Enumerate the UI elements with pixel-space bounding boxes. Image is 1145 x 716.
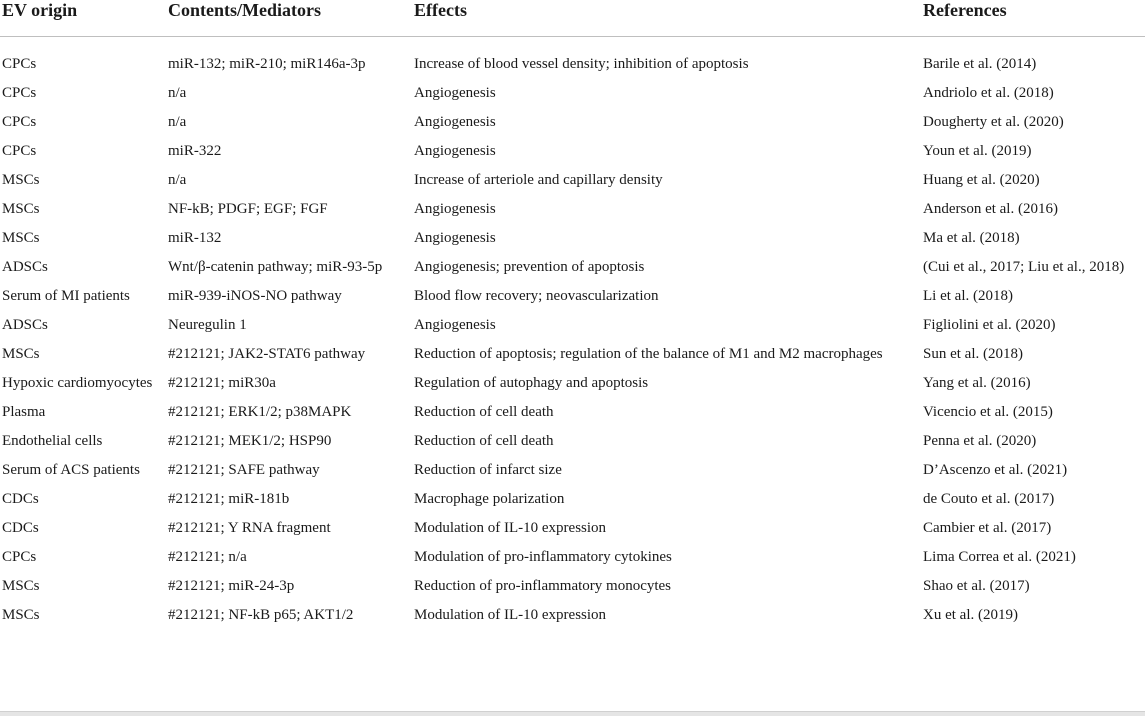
cell-effects: Regulation of autophagy and apoptosis xyxy=(414,375,649,391)
cell-effects: Angiogenesis; prevention of apoptosis xyxy=(414,259,645,275)
table-bottom-rule xyxy=(0,711,1145,716)
cell-contents-mediators: #212121; SAFE pathway xyxy=(168,462,320,478)
table-row xyxy=(0,137,1145,166)
table-row xyxy=(0,108,1145,137)
cell-ev-origin: MSCs xyxy=(2,172,40,188)
cell-effects: Reduction of infarct size xyxy=(414,462,562,478)
cell-references: Lima Correa et al. (2021) xyxy=(923,549,1076,565)
header-references: References xyxy=(923,0,1145,37)
cell-contents-mediators: #212121; MEK1/2; HSP90 xyxy=(168,433,332,449)
cell-effects: Angiogenesis xyxy=(414,114,496,130)
cell-effects: Reduction of cell death xyxy=(414,433,554,449)
table-row xyxy=(0,572,1145,601)
cell-effects: Increase of blood vessel density; inhibition of apoptosis xyxy=(414,56,749,72)
cell-contents-mediators: Neuregulin 1 xyxy=(168,317,247,333)
cell-ev-origin: Serum of ACS patients xyxy=(2,462,140,478)
cell-effects: Angiogenesis xyxy=(414,85,496,101)
cell-ev-origin: CPCs xyxy=(2,549,37,565)
table-body xyxy=(0,37,1145,631)
cell-ev-origin: CDCs xyxy=(2,520,39,536)
cell-contents-mediators: miR-939-iNOS-NO pathway xyxy=(168,288,342,304)
table-row xyxy=(0,340,1145,369)
cell-effects: Modulation of IL-10 expression xyxy=(414,607,607,623)
cell-contents-mediators: #212121; n/a xyxy=(168,549,247,565)
table-row xyxy=(0,601,1145,630)
cell-contents-mediators: miR-132 xyxy=(168,230,222,246)
cell-effects: Angiogenesis xyxy=(414,201,496,217)
cell-effects: Reduction of apoptosis; regulation of the balance of M1 and M2 macrophages xyxy=(414,346,883,362)
cell-ev-origin: MSCs xyxy=(2,578,40,594)
table-row xyxy=(0,37,1145,80)
table-row xyxy=(0,253,1145,282)
cell-contents-mediators: n/a xyxy=(168,114,187,130)
cell-ev-origin: CDCs xyxy=(2,491,39,507)
cell-references: Anderson et al. (2016) xyxy=(923,201,1058,217)
cell-ev-origin: CPCs xyxy=(2,85,37,101)
header-ev-origin: EV origin xyxy=(0,0,168,37)
cell-references: Dougherty et al. (2020) xyxy=(923,114,1064,130)
cell-ev-origin: CPCs xyxy=(2,56,37,72)
cell-ev-origin: CPCs xyxy=(2,143,37,159)
table-row xyxy=(0,282,1145,311)
table-row xyxy=(0,485,1145,514)
table-row xyxy=(0,369,1145,398)
cell-ev-origin: ADSCs xyxy=(2,259,48,275)
cell-references: Penna et al. (2020) xyxy=(923,433,1037,449)
cell-references: Youn et al. (2019) xyxy=(923,143,1032,159)
cell-contents-mediators: #212121; NF-kB p65; AKT1/2 xyxy=(168,607,354,623)
cell-contents-mediators: miR-322 xyxy=(168,143,222,159)
cell-contents-mediators: n/a xyxy=(168,85,187,101)
cell-ev-origin: MSCs xyxy=(2,201,40,217)
table-row xyxy=(0,427,1145,456)
cell-references: Vicencio et al. (2015) xyxy=(923,404,1053,420)
cell-effects: Modulation of pro-inflammatory cytokines xyxy=(414,549,672,565)
cell-references: Li et al. (2018) xyxy=(923,288,1013,304)
table-header xyxy=(0,0,1145,37)
table-row xyxy=(0,195,1145,224)
table-row xyxy=(0,456,1145,485)
cell-references: D’Ascenzo et al. (2021) xyxy=(923,462,1068,478)
table-row xyxy=(0,398,1145,427)
cell-ev-origin: MSCs xyxy=(2,346,40,362)
table-row xyxy=(0,543,1145,572)
header-effects: Effects xyxy=(414,0,923,37)
table-row xyxy=(0,311,1145,340)
cell-ev-origin: Hypoxic cardiomyocytes xyxy=(2,375,153,391)
cell-ev-origin: ADSCs xyxy=(2,317,48,333)
cell-references: Barile et al. (2014) xyxy=(923,56,1037,72)
cell-references: Xu et al. (2019) xyxy=(923,607,1018,623)
cell-contents-mediators: #212121; miR-24-3p xyxy=(168,578,295,594)
cell-effects: Reduction of cell death xyxy=(414,404,554,420)
cell-effects: Angiogenesis xyxy=(414,143,496,159)
cell-contents-mediators: #212121; miR30a xyxy=(168,375,276,391)
header-contents-mediators: Contents/Mediators xyxy=(168,0,414,37)
cell-ev-origin: MSCs xyxy=(2,607,40,623)
cell-references: (Cui et al., 2017; Liu et al., 2018) xyxy=(923,259,1125,275)
table-row xyxy=(0,514,1145,543)
table-row xyxy=(0,79,1145,108)
cell-effects: Macrophage polarization xyxy=(414,491,565,507)
cell-ev-origin: Plasma xyxy=(2,404,46,420)
header-row xyxy=(0,0,1145,37)
cell-effects: Reduction of pro-inflammatory monocytes xyxy=(414,578,672,594)
cell-contents-mediators: n/a xyxy=(168,172,187,188)
table-row xyxy=(0,224,1145,253)
cell-contents-mediators: NF-kB; PDGF; EGF; FGF xyxy=(168,201,328,217)
cell-references: Huang et al. (2020) xyxy=(923,172,1040,188)
cell-contents-mediators: #212121; miR-181b xyxy=(168,491,290,507)
cell-effects: Modulation of IL-10 expression xyxy=(414,520,607,536)
cell-effects: Angiogenesis xyxy=(414,317,496,333)
cell-references: Andriolo et al. (2018) xyxy=(923,85,1054,101)
cell-ev-origin: MSCs xyxy=(2,230,40,246)
cell-references: de Couto et al. (2017) xyxy=(923,491,1055,507)
cell-contents-mediators: #212121; ERK1/2; p38MAPK xyxy=(168,404,352,420)
cell-effects: Angiogenesis xyxy=(414,230,496,246)
cell-effects: Blood flow recovery; neovascularization xyxy=(414,288,659,304)
cell-references: Cambier et al. (2017) xyxy=(923,520,1052,536)
cell-ev-origin: Endothelial cells xyxy=(2,433,103,449)
cell-contents-mediators: miR-132; miR-210; miR146a-3p xyxy=(168,56,366,72)
table-row xyxy=(0,166,1145,195)
cell-contents-mediators: #212121; JAK2-STAT6 pathway xyxy=(168,346,366,362)
cell-references: Yang et al. (2016) xyxy=(923,375,1031,391)
cell-references: Sun et al. (2018) xyxy=(923,346,1023,362)
cell-effects: Increase of arteriole and capillary density xyxy=(414,172,663,188)
cell-ev-origin: Serum of MI patients xyxy=(2,288,130,304)
cell-references: Figliolini et al. (2020) xyxy=(923,317,1056,333)
cell-references: Shao et al. (2017) xyxy=(923,578,1030,594)
cell-contents-mediators: #212121; Y RNA fragment xyxy=(168,520,331,536)
cell-ev-origin: CPCs xyxy=(2,114,37,130)
cell-contents-mediators: Wnt/β-catenin pathway; miR-93-5p xyxy=(168,259,383,275)
cell-references: Ma et al. (2018) xyxy=(923,230,1020,246)
